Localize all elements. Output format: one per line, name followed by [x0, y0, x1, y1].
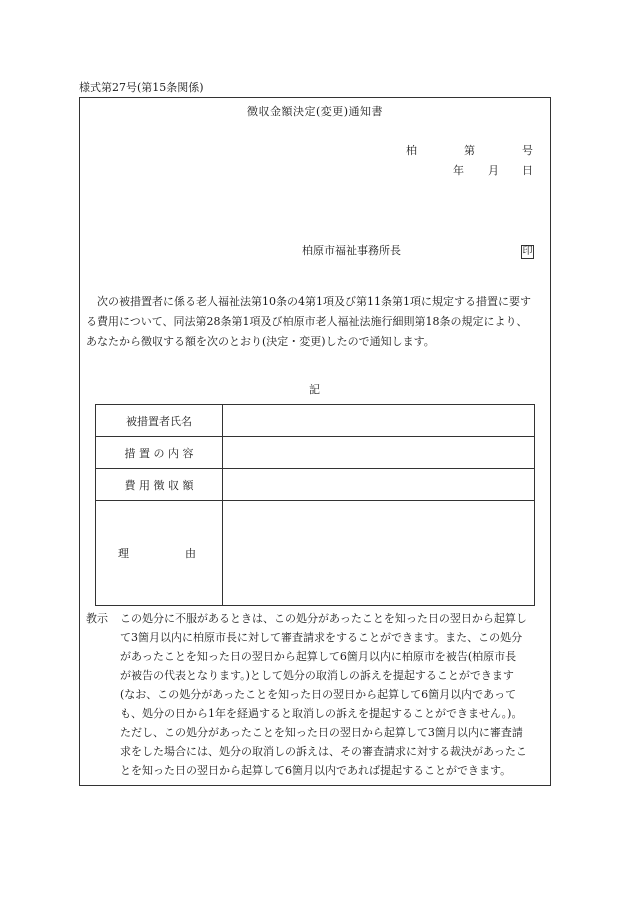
content-value	[223, 437, 535, 469]
reason-label-part: 理	[118, 547, 129, 560]
notice-text	[120, 609, 550, 780]
notice-line: も、処分の日から1年を経過すると取消しの訴えを提起することができません。)。	[120, 707, 523, 720]
notice-line: とを知った日の翌日から起算して6箇月以内であれば提起することができます。	[120, 764, 512, 777]
body-line: あなたから徴収する額を次のとおり(決定・変更)したので通知します。	[86, 335, 435, 348]
notice-document-frame	[79, 97, 551, 786]
ref-dai: 第	[464, 144, 475, 157]
content-label: 措 置 の 内 容	[96, 437, 223, 469]
details-table	[95, 404, 535, 606]
reason-label-part: 由	[185, 547, 196, 560]
fee-value	[223, 469, 535, 501]
ref-prefix: 柏	[406, 144, 417, 157]
notice-line: ただし、この処分があったことを知った日の翌日から起算して3箇月以内に審査請	[120, 726, 523, 739]
reason-label	[96, 501, 223, 606]
body-line: 次の被措置者に係る老人福祉法第10条の4第1項及び第11条第1項に規定する措置に要す	[86, 295, 531, 308]
notice-line: 求をした場合には、処分の取消しの訴えは、その審査請求に対する裁決があったこ	[120, 745, 527, 758]
date-year: 年	[453, 164, 464, 177]
notice-line: この処分に不服があるときは、この処分があったことを知った日の翌日から起算し	[120, 612, 527, 625]
notice-line: て3箇月以内に柏原市長に対して審査請求をすることができます。また、この処分	[120, 631, 523, 644]
name-value	[223, 405, 535, 437]
notice-line: (なお、この処分があったことを知った日の翌日から起算して6箇月以内であって	[120, 688, 517, 701]
name-label: 被措置者氏名	[96, 405, 223, 437]
form-number-label: 様式第27号(第15条関係)	[79, 81, 204, 94]
date-day: 日	[522, 164, 533, 177]
notice-line: が被告の代表となります。)として処分の取消しの訴えを提起することができます	[120, 669, 514, 682]
table-row	[96, 469, 535, 501]
document-title: 徴収金額決定(変更)通知書	[246, 105, 384, 118]
reason-value	[223, 501, 535, 606]
notice-label: 教示	[86, 612, 108, 625]
date-month: 月	[488, 164, 499, 177]
seal-icon: 印	[522, 246, 533, 257]
seal-mark	[521, 244, 534, 259]
table-row	[96, 501, 535, 606]
issuer-name: 柏原市福祉事務所長	[302, 244, 401, 257]
notice-line: があったことを知った日の翌日から起算して6箇月以内に柏原市を被告(柏原市長	[120, 650, 517, 663]
ki-heading: 記	[309, 383, 320, 396]
table-row	[96, 437, 535, 469]
table-row	[96, 405, 535, 437]
ref-go: 号	[522, 144, 533, 157]
fee-label: 費 用 徴 収 額	[96, 469, 223, 501]
body-line: る費用について、同法第28条第1項及び柏原市老人福祉法施行細則第18条の規定により、	[86, 315, 528, 328]
notice-body	[86, 292, 546, 352]
